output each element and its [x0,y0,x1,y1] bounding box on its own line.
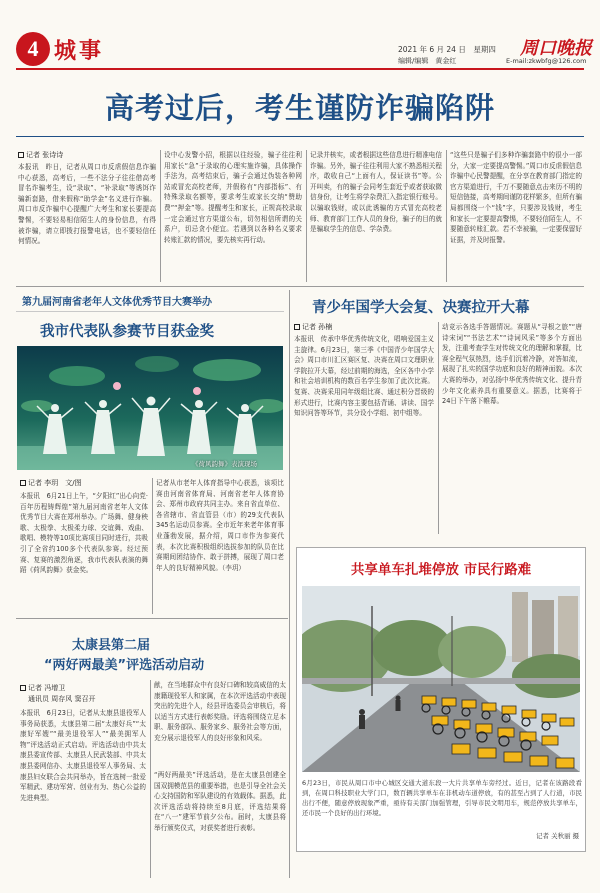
section-divider [16,286,584,287]
article4-column-3: “两好两最美”评选活动，是在太康县创建全国双拥模范县的重要举措，也是引导全社会关心支持国防和军队建设的有效载体。据悉，此次评选活动将持续至8月底，评选结果将在“八一”建军节前夕公布。届时，太康县将举行颁奖仪式，对获奖者进行表彰。 [154,771,286,832]
header-rule [16,68,584,70]
divider [306,150,307,282]
page-header [0,0,600,66]
newspaper-logo: 周口晚报 [520,38,592,59]
article4-byline-correspondents: 通讯员 周存风 窦召开 [28,695,96,703]
article4-column-2: 献，在当地群众中有良好口碑和较高威信的太康籍现役军人和家属，在本次评选活动中表现突出的先进个人，经县评选委员会审核后，将以适当方式进行表彰奖励。评选将围绕立足本职、服务部队、服务家乡、服务社会等方面，充分展示退役军人的良好形象和风采。 [154,681,286,742]
shared-bikes-street-photo [302,586,580,772]
article4-column-1: 本报讯 6月23日，记者从太康县退役军人事务局获悉，太康县第二届“太康好兵”“太康好军嫂”“最美退役军人”“最美拥军人物”评选活动正式启动。评选活动由中共太康县委宣传部、太康县人民武装部、中共太康县委网信办、太康县退役军人事务局、太康县妇女联合会共同举办，旨在选树一批爱军精武、建功军营、创业有为、热心公益的先进典型。 [20,709,146,802]
divider [152,478,153,614]
article3-title: 青少年国学大会复、决赛拉开大幕 [312,300,530,316]
dance-performance-photo [17,346,283,470]
article1-column-1: 本报讯 昨日，记者从周口市反虐假信息诈骗中心获悉，高考后，一些不法分子往往借高考冒名诈骗考生，设“录取”、“补录取”等诱饵诈骗新套路，借来假称“助学金”名义进行诈骗。周口市反诈骗中心提醒广大考生和家长要提高警惕，不要轻易相信陌生人的身份信息，有得被诈骗，请立即拨打报警电话，也不要轻信任何情况。 [18,163,156,246]
contact-email: E-mail:zkwbfg@126.com [506,57,587,65]
article1-column-4: “这些只是骗子们多种诈骗套路中的很小一部分，大家一定要提高警惕。”周口市反虐假信息诈骗中心民警提醒，在分享在教育部门指定的官方渠道进行，千万不要随意点击来历不明的短信链接，高考期间谨防花样繁多，但所有骗局都围绕一个“钱”字，只要涉及钱财，考生和家长一定要提高警惕，不要轻信陌生人，不要随意转账汇款。若不幸被骗，一定要保留好证据，并及时报警。 [450,151,582,244]
article2-column-1: 本报讯 6月21日上午，“夕阳红”出心向党·百年历程铸辉煌”第九届河南省老年人文体优秀节目大赛在郑州举办。广场舞、健身秧歌、太极拳、太极柔力球、交谊舞、戏曲、歌唱、模特等10项比赛项目同时进行，共吸引了全省约100多个代表队参赛。经过预赛、复赛的激烈角逐，我市代表队表演的舞蹈《荷风韵舞》获金奖。 [20,492,148,575]
page-number-badge: 4 [16,32,50,66]
article4-title-line-1: 太康县第二届 [72,638,151,653]
bike-photo-title: 共享单车扎堆停放 市民行路难 [350,562,532,578]
article1-byline: 记者 张诗诗 [18,150,63,160]
bike-photo-caption: 6月23日，市民从周口市中心城区交通大道东段一大片共享单车旁经过。近日，记者在该路段看到，在周口科技职业大学门口，数百辆共享单车在非机动车道停放，有的甚至占到了人行道，市民出行不便，随意停放现象严重，亟待有关部门加强管理，引导市民文明用车，规范停放共享单车，还市民一个良好的出行环境。 [302,779,582,817]
article1-column-3: 记录并核实，或者根据这些信息进行精准电信诈骗。另外，骗子往往利用大家不熟悉相关程序，敢收自己“上面有人，保证读书”等。公开叫卖，有的骗子会同考生套近乎或者获取微信身份，让考生将学杂费汇入指定银行账号。以骗取钱财，或以此诱骗的方式冒充高校老师、教育部门工作人员的身份，骗子的目的就是骗取学生的信息、学杂费。 [310,151,442,234]
article4-byline-reporter: 记者 冯增卫 [20,683,65,693]
article2-byline: 记者 李玥 文/图 [20,478,82,488]
section-divider [16,618,288,619]
bike-photo-credit: 记者 关秋丽 摄 [536,832,580,840]
article4-title-line-2: “两好两最美”评选活动启动 [44,658,205,673]
divider [160,150,161,282]
article2-title: 我市代表队参赛节目获金奖 [40,324,214,340]
article3-byline: 记者 孙楠 [294,322,332,332]
kicker-rule [16,311,284,312]
article3-column-2: 动竞示各选手答题情况。赛题从“寻根之旅”“唐诗宋词”“书法艺术”“诗词风采”等多个方面出发，注重考查学生对传统文化的理解和掌握，比赛全程气氛热烈，选手们沉着冷静，对答如流，展现了扎实的国学功底和良好的精神面貌。本次大赛的举办，对弘扬中华优秀传统文化、提升青少年文化素养具有重要意义。据悉，比赛将于24日下午落下帷幕。 [442,323,582,406]
article2-kicker: 第九届河南省老年人文体优秀节目大赛举办 [22,297,212,308]
issue-date: 2021 年 6 月 24 日 星期四 [398,45,496,54]
headline-rule [16,136,584,137]
article3-column-1: 本报讯 传承中华优秀传统文化，唱响爱国主义主旋律。6月23日，第三季《中国青少年国学大会》周口市川汇区赛区复、决赛在周口文理职业学院拉开大幕，经过前期的海选，全区各中小学和社会培训机构的数百名学生参加了此次比赛。复赛、决赛采用同年级组比赛、通过积分晋级的形式进行，比赛内容主要包括背诵、讲读、国学知识问答等环节，共分设小学组、初中组等。 [294,335,434,418]
main-headline: 高考过后，考生谨防诈骗陷阱 [104,91,495,125]
section-name: 城事 [54,38,105,64]
article1-column-2: 设中心发警小招，根据以往经验，骗子往往利用家长“急”于录取的心理实施诈骗，具体操作手法为，高考结束后，骗子会通过伪装各种网站或冒充高校老师，并假称有“内部指标”、有特殊录取名额等，要求考生或家长交纳“赞助费”“押金”等。提醒考生和家长，正规高校录取一定会通过官方渠道公布，切勿相信所谓的关系户，切忌贪小便宜。若遇到以各种名义要求转账汇款的情况，要先核实再行动。 [164,151,302,244]
editor-line: 编辑/编辑 黄金红 [398,57,457,65]
divider [150,680,151,878]
dance-photo-caption: 《荷风韵舞》表演现场 [192,460,257,468]
divider [446,150,447,282]
main-column-divider [289,540,290,878]
article2-column-2: 记者从市老年人体育指导中心获悉，该项比赛由河南省体育局、河南省老年人体育协会、郑州市政府共同主办。来自省直单位、各省辖市、省直管县（市）的29支代表队345名运动员参赛。全市近年来老年体育事业蓬勃发展，据介绍，周口市作为参赛代表，本次比赛积极组织选拔参加的队员在比赛期间团结协作、敢于拼搏，展现了周口老年人的良好精神风貌。（李玥） [156,479,284,572]
divider [438,322,439,534]
